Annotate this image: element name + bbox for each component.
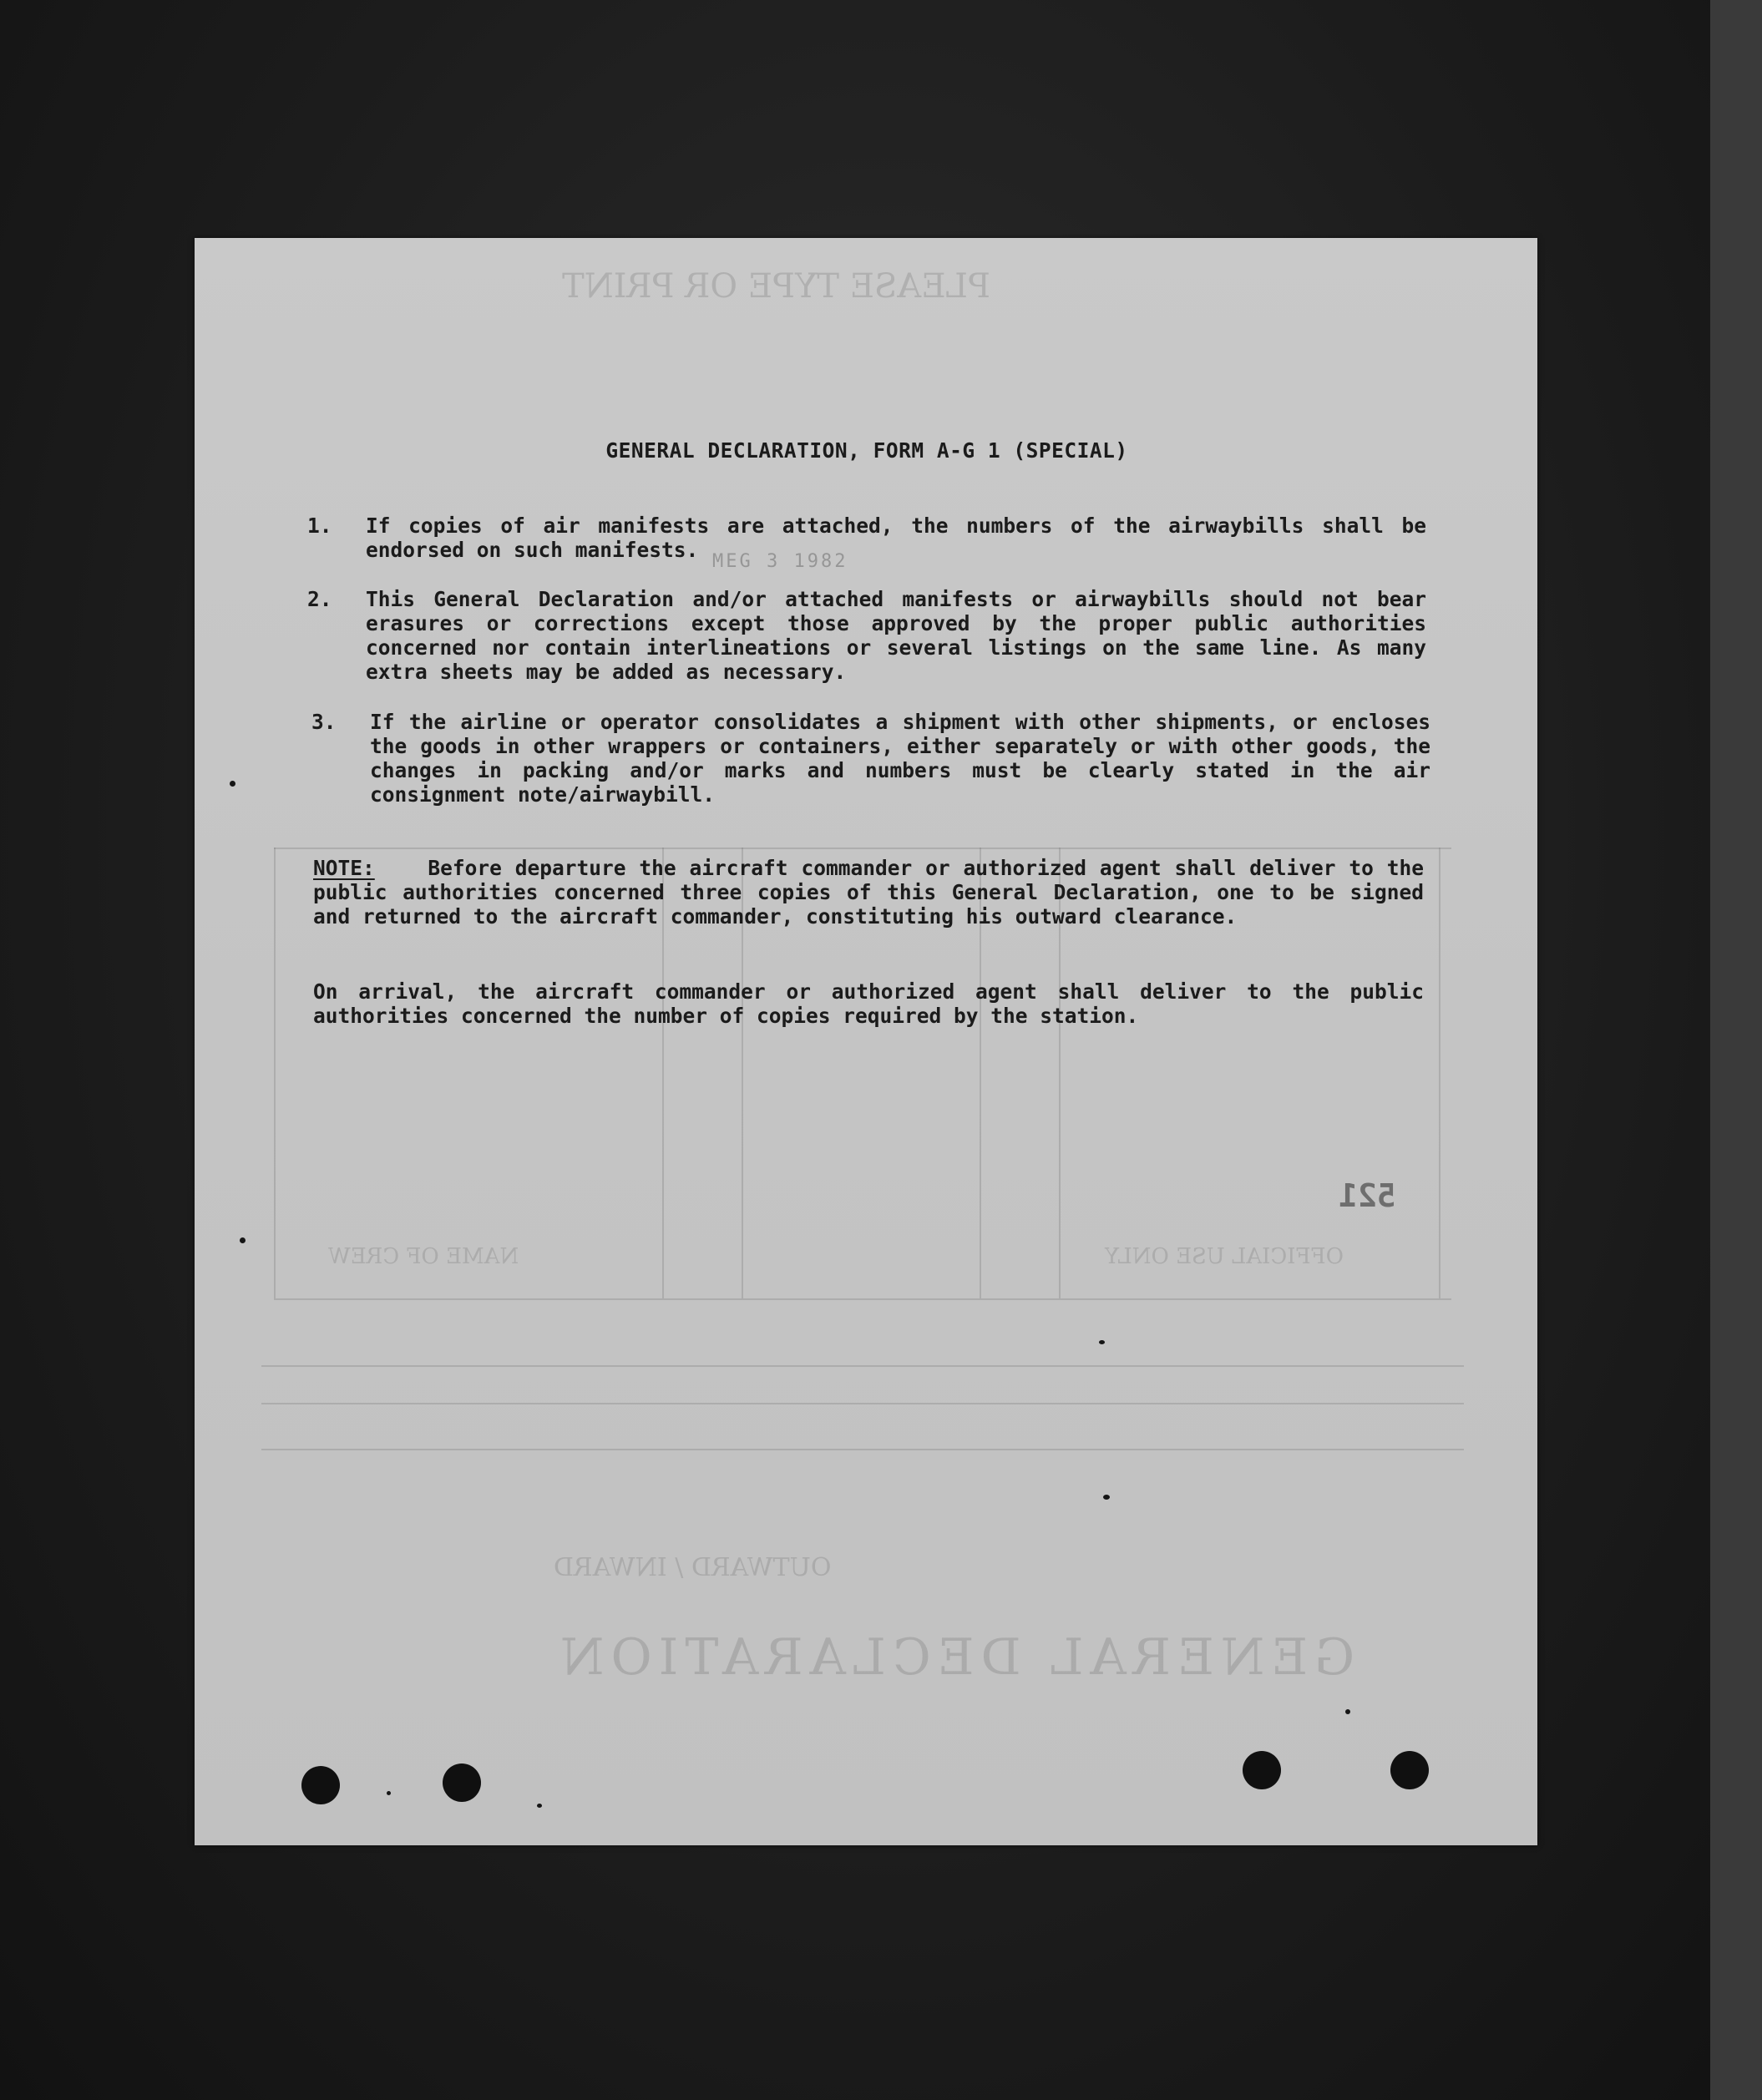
punch-hole-left-2	[443, 1763, 481, 1802]
item-number: 3.	[311, 710, 337, 734]
speck	[240, 1237, 246, 1243]
note-text: Before departure the aircraft commander or authorized agent shall deliver to the public authorities concerned three copies of this General Declaration, one to be signed and returned to the aircraft commander, constituting his outward clearance.	[313, 856, 1424, 929]
speck	[537, 1804, 542, 1808]
item-text: If the airline or operator consolidates a shipment with other shipments, or encloses the goods in other wrappers or containers, either separately or with other goods, the changes in packing and/or marks and numbers must be clearly stated in the air consignment note/airwaybill.	[370, 710, 1430, 807]
arrival-paragraph: On arrival, the aircraft commander or authorized agent shall deliver to the public authorities concerned the number of copies required by the station.	[313, 979, 1424, 1028]
speck	[1345, 1709, 1350, 1714]
note-label: NOTE:	[313, 856, 375, 880]
punch-hole-right-1	[1243, 1751, 1281, 1789]
faint-date-stamp: MEG 3 1982	[712, 551, 848, 572]
document-page: PLEASE TYPE OR PRINT GENERAL DECLARATION OUTWARD / INWARD OFFICIAL USE ONLY NAME OF CREW MEG 3 1982 521 GENERAL DECLARATION, FORM A-G 1 (SPECIAL) 1. If copies of air manifests are attached, the numbers of the airwaybills shall be endorsed on such manifests. 2. This General Declaration and/or attached manifests or airwaybills should not bear erasures or corrections except those approved by the proper public authorities concerned nor contain interlineations or several listings on the same line. As many extra sheets may be added as necessary. 3. If the airline or operator consolidates a shipment with other shipments, or encloses the goods in other wrappers or containers, either separately or with other goods, the changes in packing and/or marks and numbers must be clearly stated in the air consignment note/airwaybill. NOTE: Before departure the aircraft commander or authorized agent shall deliver to the public authorities concerned three copies of this General Declaration, one to be signed and returned to the aircraft commander, constituting his outward clearance. On arrival, the aircraft commander or authorized agent shall deliver to the public authorities concerned the number of copies required by the station.	[195, 238, 1537, 1845]
punch-hole-left-1	[301, 1766, 340, 1804]
item-text: If copies of air manifests are attached, the numbers of the airwaybills shall be endorsed on such manifests.	[366, 514, 1426, 562]
bleed-through-number: 521	[1339, 1177, 1396, 1214]
punch-hole-right-2	[1390, 1751, 1429, 1789]
film-edge-strip	[1710, 0, 1762, 2100]
item-number: 1.	[307, 514, 332, 538]
speck	[230, 781, 235, 787]
page-title: GENERAL DECLARATION, FORM A-G 1 (SPECIAL)	[605, 438, 1128, 463]
speck	[387, 1791, 391, 1795]
note-paragraph	[313, 856, 1424, 929]
item-text: This General Declaration and/or attached manifests or airwaybills should not bear erasures or corrections except those approved by the proper public authorities concerned nor contain interlineations or several listings on the same line. As many extra sheets may be added as necessary.	[366, 587, 1426, 684]
speck	[1103, 1495, 1110, 1500]
item-number: 2.	[307, 587, 332, 611]
speck	[1099, 1340, 1105, 1344]
